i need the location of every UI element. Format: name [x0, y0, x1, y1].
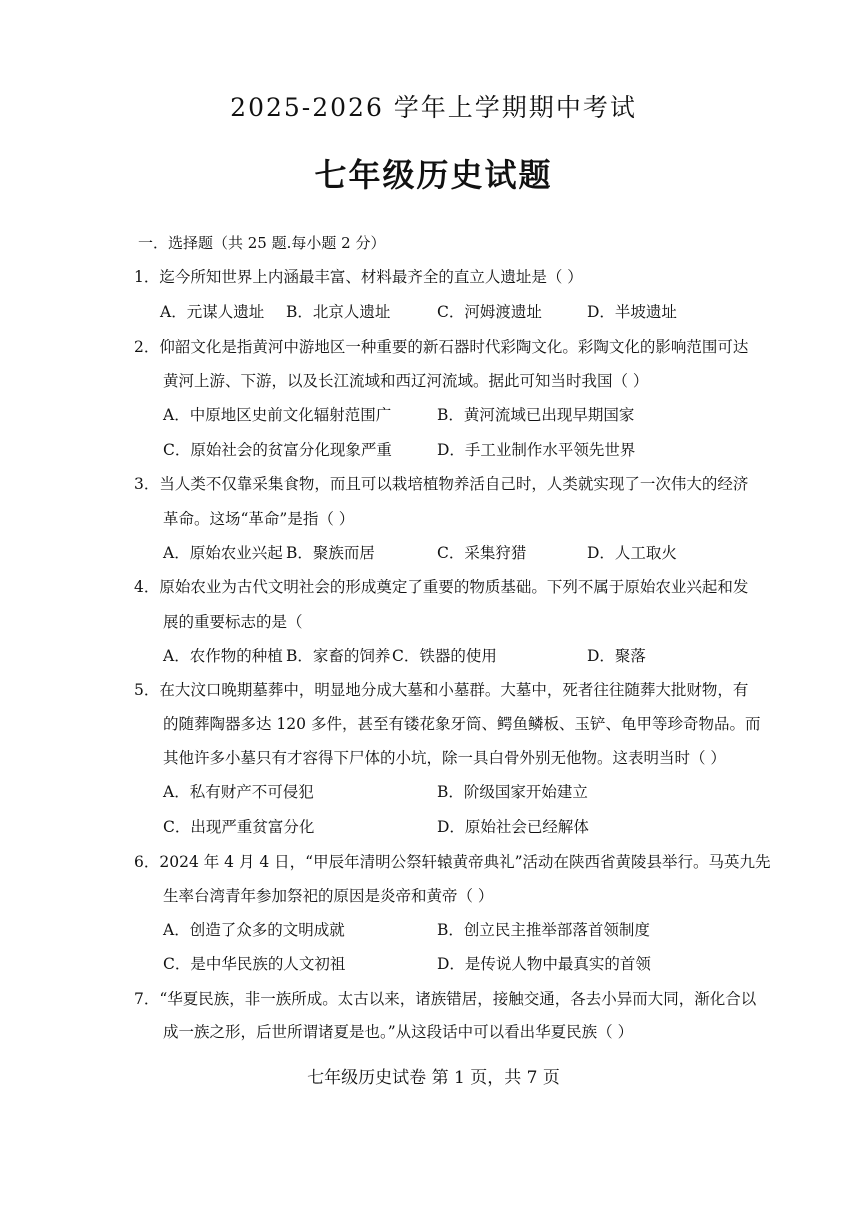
question-4-option-d: D．聚落	[587, 647, 646, 665]
question-6-option-d: D．是传说人物中最真实的首领	[437, 955, 651, 973]
question-5-option-a: A．私有财产不可侵犯	[163, 783, 314, 801]
question-5-stem-line-2: 的随葬陶器多达 120 多件，甚至有镂花象牙筒、鳄鱼鳞板、玉铲、龟甲等珍奇物品。而	[163, 715, 761, 733]
question-1-option-b: B．北京人遗址	[286, 303, 391, 321]
question-6-option-c: C．是中华民族的人文初祖	[163, 955, 346, 973]
question-7-stem-line-2: 成一族之形，后世所谓诸夏是也。”从这段话中可以看出华夏民族（ ）	[163, 1023, 634, 1041]
question-2-stem-line-1: 2．仰韶文化是指黄河中游地区一种重要的新石器时代彩陶文化。彩陶文化的影响范围可达	[134, 338, 749, 356]
question-1-stem: 1．迄今所知世界上内涵最丰富、材料最齐全的直立人遗址是（ ）	[134, 268, 583, 286]
question-4-option-c: C．铁器的使用	[392, 647, 497, 665]
question-4-option-b: B．家畜的饲养	[286, 647, 391, 665]
question-5-stem-line-1: 5．在大汶口晚期墓葬中，明显地分成大墓和小墓群。大墓中，死者往往随葬大批财物，有	[134, 681, 749, 699]
question-1-option-d: D．半坡遗址	[587, 303, 677, 321]
question-2-option-b: B．黄河流域已出现早期国家	[437, 406, 635, 424]
question-4-stem-line-1: 4．原始农业为古代文明社会的形成奠定了重要的物质基础。下列不属于原始农业兴起和发	[134, 578, 749, 596]
question-2-option-c: C．原始社会的贫富分化现象严重	[163, 441, 392, 459]
question-2-stem-line-2: 黄河上游、下游，以及长江流域和西辽河流域。据此可知当时我国（ ）	[163, 372, 649, 390]
question-5-option-d: D．原始社会已经解体	[437, 818, 589, 836]
question-3-stem-line-1: 3．当人类不仅靠采集食物，而且可以栽培植物养活自己时，人类就实现了一次伟大的经济	[134, 475, 749, 493]
exam-title: 2025-2026 学年上学期期中考试	[230, 93, 637, 122]
question-3-option-d: D．人工取火	[587, 544, 677, 562]
question-5-option-b: B．阶级国家开始建立	[437, 783, 588, 801]
question-5-option-c: C．出现严重贫富分化	[163, 818, 315, 836]
question-5-stem-line-3: 其他许多小墓只有才容得下尸体的小坑，除一具白骨外别无他物。这表明当时（ ）	[163, 749, 726, 767]
question-4-stem-line-2: 展的重要标志的是（	[163, 613, 303, 631]
question-6-stem-line-2: 生率台湾青年参加祭祀的原因是炎帝和黄帝（ ）	[163, 887, 494, 905]
section-heading: 一．选择题（共 25 题.每小题 2 分）	[138, 234, 386, 252]
question-2-option-d: D．手工业制作水平领先世界	[437, 441, 636, 459]
question-4-option-a: A．农作物的种植	[163, 647, 283, 665]
question-1-option-c: C．河姆渡遗址	[437, 303, 542, 321]
question-7-stem-line-1: 7．“华夏民族，非一族所成。太古以来，诸族错居，接触交通，各去小异而大同，渐化合以	[134, 990, 757, 1008]
question-3-stem-line-2: 革命。这场“革命”是指（ ）	[163, 510, 355, 528]
question-6-option-a: A．创造了众多的文明成就	[163, 921, 345, 939]
question-6-stem-line-1: 6．2024 年 4 月 4 日，“甲辰年清明公祭轩辕黄帝典礼”活动在陕西省黄陵县举行。马英九先	[134, 853, 771, 871]
question-3-option-c: C．采集狩猎	[437, 544, 527, 562]
subject-title: 七年级历史试题	[314, 156, 553, 194]
question-3-option-b: B．聚族而居	[286, 544, 375, 562]
question-2-option-a: A．中原地区史前文化辐射范围广	[163, 406, 392, 424]
page-footer: 七年级历史试卷 第 1 页，共 7 页	[307, 1068, 560, 1088]
question-6-option-b: B．创立民主推举部落首领制度	[437, 921, 650, 939]
question-3-option-a: A．原始农业兴起	[163, 544, 283, 562]
question-1-option-a: A．元谋人遗址	[160, 303, 265, 321]
